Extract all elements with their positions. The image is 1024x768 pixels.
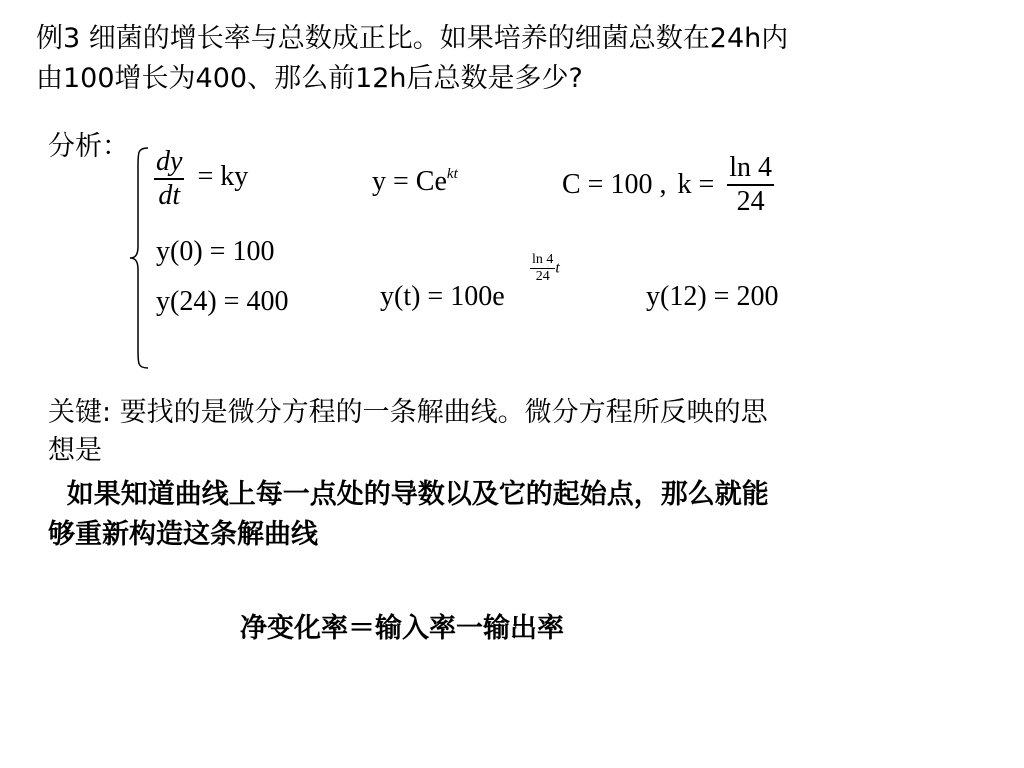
constant-c: C = 100 , [562,168,667,200]
general-solution [372,166,458,198]
constant-k-numerator: ln 4 [729,152,773,183]
example-line-1: 例3 细菌的增长率与总数成正比。如果培养的细菌总数在24h内 [36,23,789,54]
system-brace [128,146,150,370]
boundary-condition: y(24) = 400 [156,286,289,317]
key-line-2: 想是 [48,435,102,466]
general-solution-exponent: kt [446,166,458,182]
answer-equation: y(12) = 200 [646,281,779,312]
key-bold-line-2: 够重新构造这条解曲线 [48,519,318,550]
constant-k-fraction [727,152,774,218]
example-line-2: 由100增长为400、那么前12h后总数是多少? [36,63,583,94]
derivative-fraction [154,146,184,212]
particular-solution-exponent [530,252,560,285]
constant-k-label: k = [677,168,715,200]
general-solution-base: y = Ce [372,166,447,197]
derivative-denominator: dt [158,179,181,211]
ode-rhs: = ky [197,161,249,193]
ode-equation [154,146,248,212]
exponent-fraction [530,252,555,285]
analysis-label: 分析： [48,131,129,162]
constant-k-denominator: 24 [736,185,765,217]
exponent-numerator: ln 4 [532,252,554,267]
constants [562,152,774,218]
initial-condition: y(0) = 100 [156,236,275,267]
key-bold-line-1: 如果知道曲线上每一点处的导数以及它的起始点，那么就能 [48,479,769,510]
particular-solution: y(t) = 100e [380,281,505,312]
key-line-1: 关键: 要找的是微分方程的一条解曲线。微分方程所反映的思 [48,397,768,428]
exponent-variable: t [555,259,560,277]
derivative-numerator: dy [156,146,183,177]
principle-statement: 净变化率＝输入率一输出率 [240,613,564,644]
exponent-denominator: 24 [535,269,550,284]
